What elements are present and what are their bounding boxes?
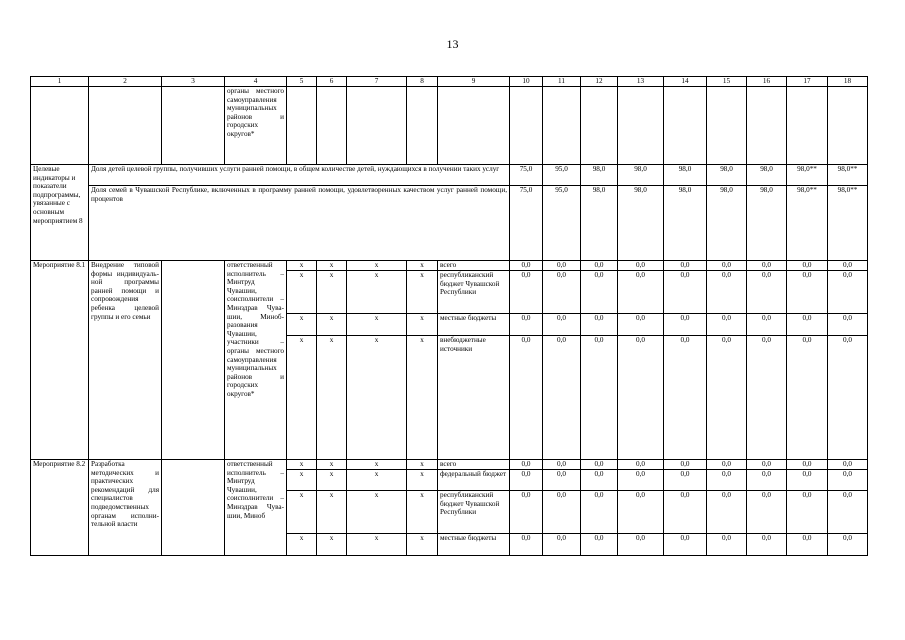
value-cell: 0,0	[581, 336, 618, 460]
value-cell: 0,0	[828, 460, 868, 470]
responsible-cell: ответственный исполнитель – Минтруд Чувашии, соисполнители – Минздрав Чувашии, Миноб	[225, 460, 287, 556]
header-cell: 1	[31, 77, 89, 87]
value-cell: 0,0	[618, 314, 664, 336]
value-cell: 0,0	[828, 314, 868, 336]
source-cell: федеральный бюджет	[438, 470, 510, 491]
code-cell: х	[407, 460, 438, 470]
value-cell: 0,0	[510, 261, 543, 271]
value-cell: 0,0	[828, 470, 868, 491]
indicator-value: 98,0	[581, 186, 618, 261]
value-cell: 0,0	[707, 491, 747, 534]
value-cell: 0,0	[747, 261, 787, 271]
indicator-value: 98,0	[664, 165, 707, 186]
value-cell: 0,0	[581, 470, 618, 491]
code-cell: х	[287, 460, 317, 470]
value-cell: 0,0	[707, 460, 747, 470]
source-cell: местные бюджеты	[438, 534, 510, 556]
value-cell: 0,0	[581, 314, 618, 336]
value-cell: 0,0	[828, 336, 868, 460]
code-cell: х	[287, 271, 317, 314]
value-cell: 0,0	[747, 271, 787, 314]
code-cell: х	[287, 336, 317, 460]
header-cell: 2	[89, 77, 162, 87]
value-cell: 0,0	[787, 470, 828, 491]
code-cell: х	[347, 336, 407, 460]
code-cell: х	[287, 261, 317, 271]
value-cell: 0,0	[618, 271, 664, 314]
code-cell: х	[407, 491, 438, 534]
value-cell: 0,0	[510, 314, 543, 336]
value-cell: 0,0	[828, 271, 868, 314]
value-cell: 0,0	[787, 491, 828, 534]
value-cell: 0,0	[581, 460, 618, 470]
indicator-value: 98,0	[581, 165, 618, 186]
value-cell: 0,0	[747, 491, 787, 534]
indicator-text: Доля детей целевой группы, получивших услуги ранней помощи, в общем количестве детей, нуждающихся в получении таких услуг	[89, 165, 510, 186]
value-cell: 0,0	[707, 336, 747, 460]
value-cell: 0,0	[787, 460, 828, 470]
header-cell: 7	[347, 77, 407, 87]
value-cell: 0,0	[581, 261, 618, 271]
value-cell: 0,0	[828, 491, 868, 534]
indicator-value: 98,0**	[828, 165, 868, 186]
header-cell: 18	[828, 77, 868, 87]
source-cell: всего	[438, 460, 510, 470]
page-number: 13	[446, 37, 459, 51]
source-cell: местные бюджеты	[438, 314, 510, 336]
header-cell: 15	[707, 77, 747, 87]
value-cell: 0,0	[618, 460, 664, 470]
header-cell: 4	[225, 77, 287, 87]
value-cell: 0,0	[543, 460, 581, 470]
header-cell: 3	[162, 77, 225, 87]
indicator-value: 98,0**	[787, 165, 828, 186]
value-cell: 0,0	[543, 491, 581, 534]
source-cell: всего	[438, 261, 510, 271]
value-cell: 0,0	[581, 534, 618, 556]
code-cell: х	[317, 491, 347, 534]
value-cell: 0,0	[664, 271, 707, 314]
code-cell: х	[317, 336, 347, 460]
indicator-value: 98,0	[664, 186, 707, 261]
measure-name: Разработка методических и практических рекомендаций для специалистов подведомственных органам исполнительной власти	[89, 460, 162, 556]
value-cell: 0,0	[510, 491, 543, 534]
header-cell: 6	[317, 77, 347, 87]
indicator-value: 98,0**	[787, 186, 828, 261]
header-cell: 14	[664, 77, 707, 87]
continuation-row	[31, 87, 868, 165]
code-cell: х	[317, 534, 347, 556]
value-cell: 0,0	[664, 460, 707, 470]
value-cell: 0,0	[664, 336, 707, 460]
value-cell: 0,0	[747, 336, 787, 460]
indicator-value: 98,0	[747, 186, 787, 261]
value-cell: 0,0	[707, 261, 747, 271]
value-cell: 0,0	[787, 261, 828, 271]
value-cell: 0,0	[581, 271, 618, 314]
value-cell: 0,0	[747, 460, 787, 470]
header-cell: 5	[287, 77, 317, 87]
indicator-value: 95,0	[543, 186, 581, 261]
code-cell: х	[407, 314, 438, 336]
value-cell: 0,0	[707, 314, 747, 336]
header-cell: 10	[510, 77, 543, 87]
table-row	[31, 460, 868, 470]
value-cell: 0,0	[543, 314, 581, 336]
responsible-cell: органы местного самоуправления муниципальных районов и городских округов*	[225, 87, 287, 165]
code-cell: х	[407, 271, 438, 314]
indicator-value: 98,0	[747, 165, 787, 186]
code-cell: х	[347, 261, 407, 271]
code-cell: х	[287, 491, 317, 534]
header-cell: 8	[407, 77, 438, 87]
value-cell: 0,0	[510, 534, 543, 556]
code-cell: х	[347, 271, 407, 314]
indicator-value: 98,0	[707, 186, 747, 261]
value-cell: 0,0	[747, 534, 787, 556]
code-cell: х	[347, 470, 407, 491]
measure-name: Внедрение типовой формы индивидуальной программы ранней помощи и сопровождения ребенка целевой группы и его семьи	[89, 261, 162, 460]
indicator-value: 95,0	[543, 165, 581, 186]
value-cell: 0,0	[787, 314, 828, 336]
value-cell: 0,0	[664, 491, 707, 534]
code-cell: х	[347, 460, 407, 470]
responsible-cell: ответственный исполнитель – Минтруд Чувашии, соисполнители – Минздрав Чувашии, Минобразования Чувашии, участники – органы местного самоуправления муниципальных районов и городских округов*	[225, 261, 287, 460]
value-cell: 0,0	[664, 470, 707, 491]
value-cell: 0,0	[664, 314, 707, 336]
indicator-value: 98,0	[707, 165, 747, 186]
indicator-value: 75,0	[510, 165, 543, 186]
table-row	[31, 261, 868, 271]
value-cell: 0,0	[618, 261, 664, 271]
value-cell: 0,0	[543, 534, 581, 556]
code-cell: х	[407, 336, 438, 460]
value-cell: 0,0	[543, 261, 581, 271]
value-cell: 0,0	[828, 261, 868, 271]
code-cell: х	[317, 271, 347, 314]
indicator-value: 98,0**	[828, 186, 868, 261]
value-cell: 0,0	[787, 336, 828, 460]
value-cell: 0,0	[707, 271, 747, 314]
source-cell: республиканский бюджет Чувашской Республики	[438, 491, 510, 534]
indicators-label: Целевые индикаторы и показатели подпрограммы, увязанные с основным мероприятием 8	[31, 165, 89, 261]
indicator-row	[31, 165, 868, 186]
value-cell: 0,0	[707, 470, 747, 491]
code-cell: х	[287, 534, 317, 556]
measure-label: Мероприятие 8.2	[31, 460, 89, 556]
value-cell: 0,0	[747, 470, 787, 491]
value-cell: 0,0	[510, 271, 543, 314]
source-cell: внебюджетные источники	[438, 336, 510, 460]
value-cell: 0,0	[543, 470, 581, 491]
header-cell: 17	[787, 77, 828, 87]
indicator-value: 75,0	[510, 186, 543, 261]
value-cell: 0,0	[664, 261, 707, 271]
code-cell: х	[347, 534, 407, 556]
code-cell: х	[407, 470, 438, 491]
program-table	[30, 76, 868, 556]
header-cell: 9	[438, 77, 510, 87]
header-cell: 13	[618, 77, 664, 87]
indicator-text: Доля семей в Чувашской Республике, включенных в программу ранней помощи, удовлетворенных качеством услуг ранней помощи, процентов	[89, 186, 510, 261]
value-cell: 0,0	[510, 336, 543, 460]
value-cell: 0,0	[510, 460, 543, 470]
indicator-value: 98,0	[618, 165, 664, 186]
code-cell: х	[287, 314, 317, 336]
value-cell: 0,0	[543, 271, 581, 314]
value-cell: 0,0	[664, 534, 707, 556]
value-cell: 0,0	[828, 534, 868, 556]
code-cell: х	[317, 470, 347, 491]
code-cell: х	[317, 460, 347, 470]
code-cell: х	[317, 261, 347, 271]
code-cell: х	[407, 534, 438, 556]
indicator-row	[31, 186, 868, 261]
value-cell: 0,0	[787, 534, 828, 556]
header-row	[31, 77, 868, 87]
code-cell: х	[317, 314, 347, 336]
code-cell: х	[287, 470, 317, 491]
value-cell: 0,0	[618, 534, 664, 556]
indicator-value: 98,0	[618, 186, 664, 261]
code-cell: х	[347, 491, 407, 534]
value-cell: 0,0	[747, 314, 787, 336]
value-cell: 0,0	[543, 336, 581, 460]
value-cell: 0,0	[618, 336, 664, 460]
source-cell: республиканский бюджет Чувашской Республики	[438, 271, 510, 314]
value-cell: 0,0	[618, 470, 664, 491]
value-cell: 0,0	[510, 470, 543, 491]
value-cell: 0,0	[707, 534, 747, 556]
header-cell: 12	[581, 77, 618, 87]
measure-label: Мероприятие 8.1	[31, 261, 89, 460]
value-cell: 0,0	[581, 491, 618, 534]
code-cell: х	[347, 314, 407, 336]
value-cell: 0,0	[618, 491, 664, 534]
value-cell: 0,0	[787, 271, 828, 314]
code-cell: х	[407, 261, 438, 271]
header-cell: 16	[747, 77, 787, 87]
header-cell: 11	[543, 77, 581, 87]
